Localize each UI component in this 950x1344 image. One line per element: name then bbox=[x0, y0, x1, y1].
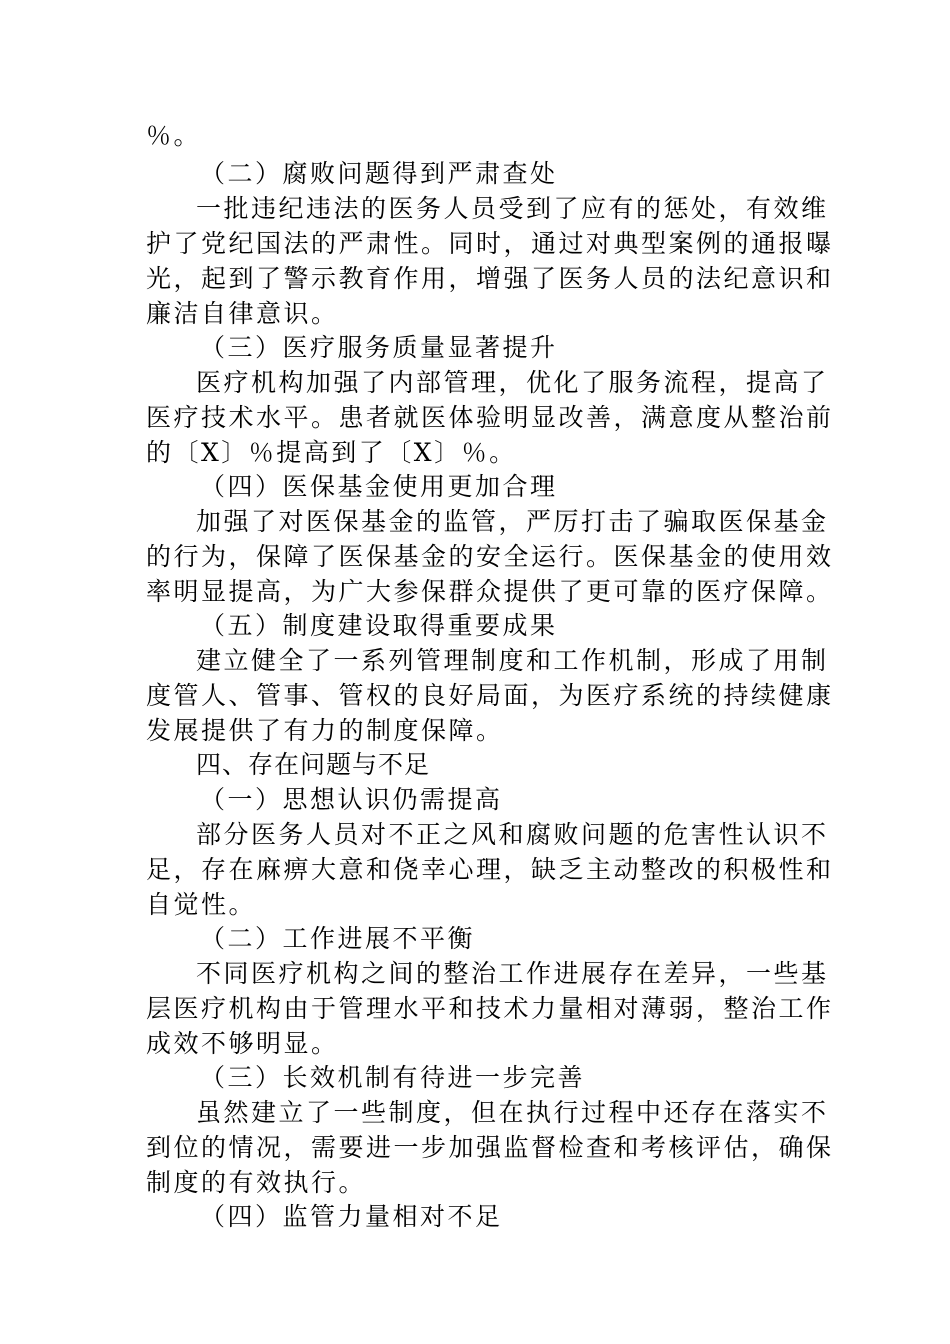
subsection-heading: （三）长效机制有待进一步完善 bbox=[200, 1063, 586, 1092]
paragraph-line: 层医疗机构由于管理水平和技术力量相对薄弱，整治工作 bbox=[146, 994, 834, 1023]
subsection-heading: （二）工作进展不平衡 bbox=[200, 924, 476, 953]
paragraph-line: 加强了对医保基金的监管，严厉打击了骗取医保基金 bbox=[196, 507, 829, 536]
subsection-heading: （二）腐败问题得到严肃查处 bbox=[200, 159, 558, 188]
paragraph-line: 一批违纪违法的医务人员受到了应有的惩处，有效维 bbox=[196, 194, 829, 223]
paragraph-line: 廉洁自律意识。 bbox=[146, 299, 339, 328]
paragraph-line: 虽然建立了一些制度，但在执行过程中还存在落实不 bbox=[196, 1098, 829, 1127]
subsection-heading: （一）思想认识仍需提高 bbox=[200, 785, 503, 814]
paragraph-line: 率明显提高，为广大参保群众提供了更可靠的医疗保障。 bbox=[146, 577, 834, 606]
paragraph-line: 医疗技术水平。患者就医体验明显改善，满意度从整治前 bbox=[146, 403, 834, 432]
paragraph-line: 部分医务人员对不正之风和腐败问题的危害性认识不 bbox=[196, 820, 829, 849]
paragraph-line: 不同医疗机构之间的整治工作进展存在差异，一些基 bbox=[196, 959, 829, 988]
paragraph-line: 的〔X〕％提高到了〔X〕％。 bbox=[146, 438, 517, 467]
paragraph-line: 度管人、管事、管权的良好局面，为医疗系统的持续健康 bbox=[146, 681, 834, 710]
paragraph-line: 护了党纪国法的严肃性。同时，通过对典型案例的通报曝 bbox=[146, 229, 834, 258]
paragraph-line: 自觉性。 bbox=[146, 890, 257, 919]
paragraph-line: 发展提供了有力的制度保障。 bbox=[146, 716, 504, 745]
paragraph-line: 光，起到了警示教育作用，增强了医务人员的法纪意识和 bbox=[146, 264, 834, 293]
paragraph-line: 制度的有效执行。 bbox=[146, 1168, 367, 1197]
subsection-heading: （四）医保基金使用更加合理 bbox=[200, 472, 558, 501]
paragraph-line: 足，存在麻痹大意和侥幸心理，缺乏主动整改的积极性和 bbox=[146, 855, 834, 884]
paragraph-line: 医疗机构加强了内部管理，优化了服务流程，提高了 bbox=[196, 368, 829, 397]
paragraph-line: 建立健全了一系列管理制度和工作机制，形成了用制 bbox=[196, 646, 829, 675]
subsection-heading: （四）监管力量相对不足 bbox=[200, 1202, 503, 1231]
section-heading: 四、存在问题与不足 bbox=[196, 750, 431, 779]
subsection-heading: （五）制度建设取得重要成果 bbox=[200, 611, 558, 640]
paragraph-line: 成效不够明显。 bbox=[146, 1029, 339, 1058]
paragraph-line: 到位的情况，需要进一步加强监督检查和考核评估，确保 bbox=[146, 1133, 834, 1162]
paragraph-line: 的行为，保障了医保基金的安全运行。医保基金的使用效 bbox=[146, 542, 834, 571]
subsection-heading: （三）医疗服务质量显著提升 bbox=[200, 333, 558, 362]
paragraph-line: ％。 bbox=[146, 121, 202, 150]
